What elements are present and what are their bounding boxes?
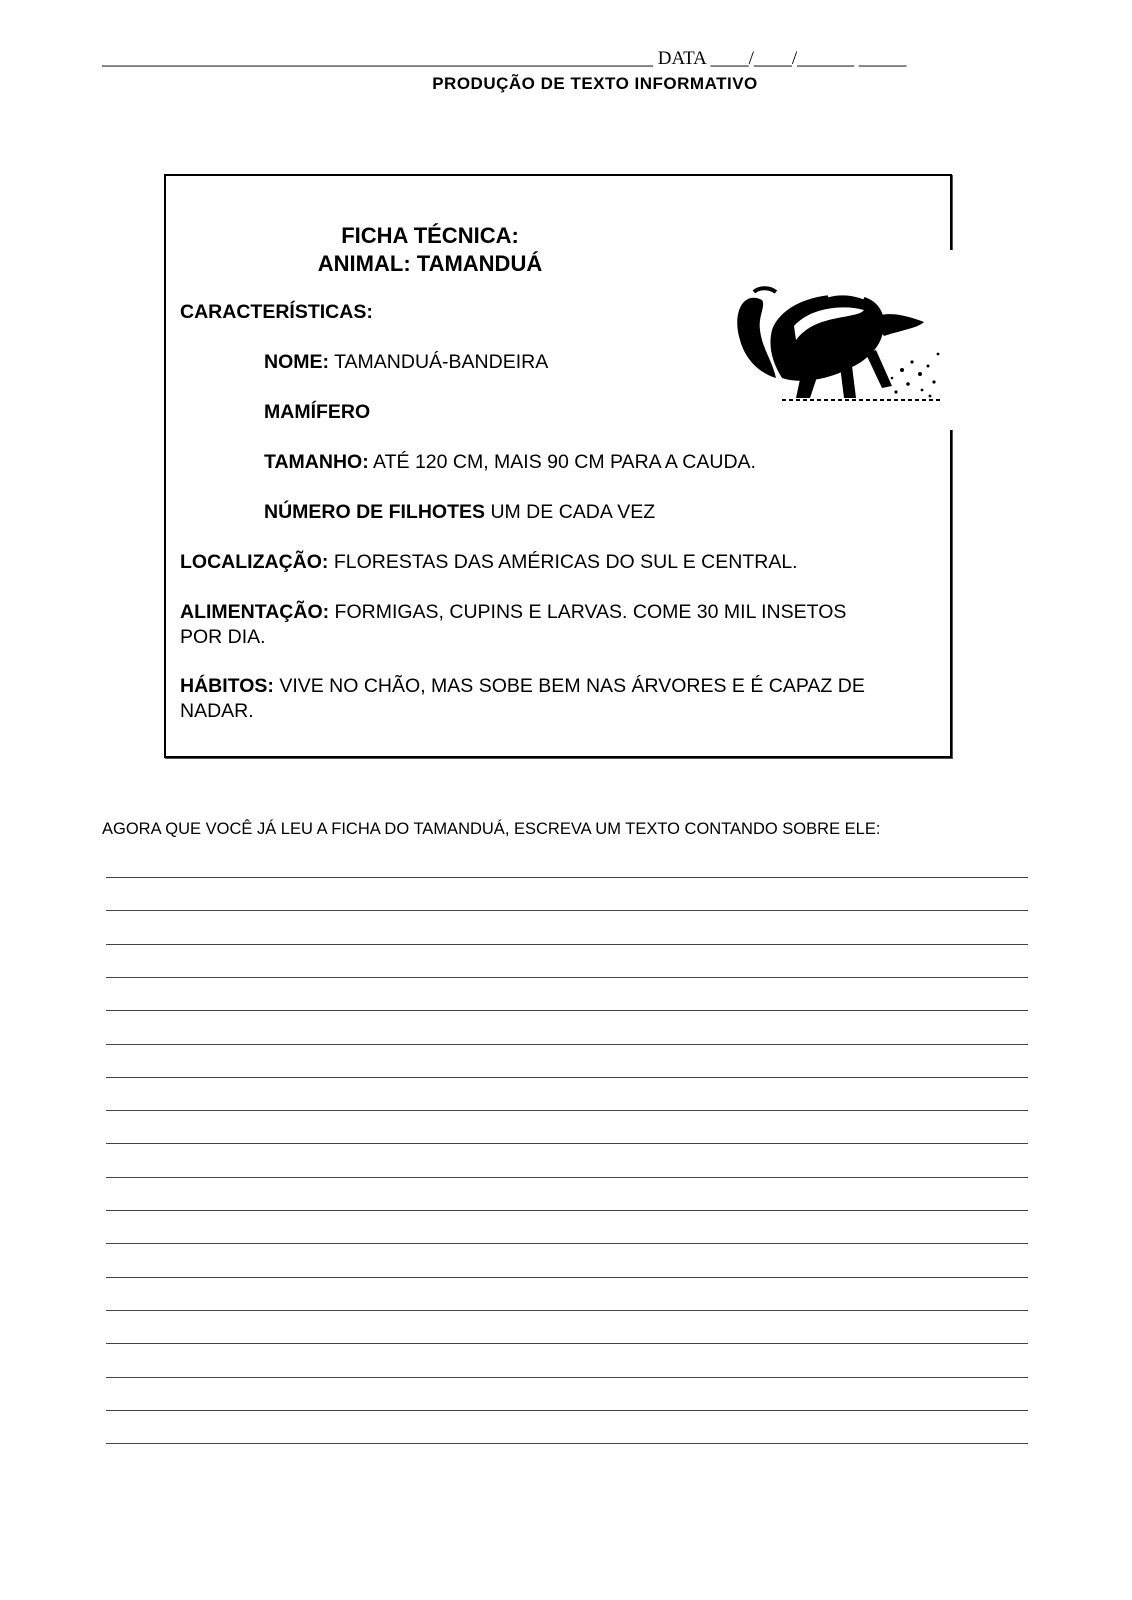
habitos-label: HÁBITOS: xyxy=(180,675,274,697)
card-title-line1: FICHA TÉCNICA: xyxy=(341,223,519,248)
writing-line[interactable] xyxy=(106,1077,1028,1078)
habitos-value-line1: VIVE NO CHÃO, MAS SOBE BEM NAS ÁRVORES E É CAPAZ DE xyxy=(279,675,865,697)
localizacao-label: LOCALIZAÇÃO: xyxy=(180,551,329,573)
writing-line[interactable] xyxy=(106,1243,1028,1244)
page-title: PRODUÇÃO DE TEXTO INFORMATIVO xyxy=(432,74,758,93)
anteater-illustration-icon xyxy=(732,270,950,410)
nome-value: TAMANDUÁ-BANDEIRA xyxy=(334,351,549,373)
writing-line[interactable] xyxy=(106,944,1028,945)
card-title xyxy=(290,222,570,278)
tamanho-row xyxy=(264,450,756,475)
nome-row xyxy=(264,350,548,375)
writing-line[interactable] xyxy=(106,977,1028,978)
tamanho-value: ATÉ 120 CM, MAIS 90 CM PARA A CAUDA. xyxy=(373,451,756,473)
writing-line[interactable] xyxy=(106,1177,1028,1178)
writing-line[interactable] xyxy=(106,1443,1028,1444)
name-blank[interactable]: __________________________________________________________ xyxy=(102,48,653,69)
alimentacao-label: ALIMENTAÇÃO: xyxy=(180,601,330,623)
card-title-line2: ANIMAL: TAMANDUÁ xyxy=(317,251,543,276)
caracteristicas-label: CARACTERÍSTICAS: xyxy=(180,301,373,323)
instruction-text: AGORA QUE VOCÊ JÁ LEU A FICHA DO TAMANDUÁ, ESCREVA UM TEXTO CONTANDO SOBRE ELE: xyxy=(102,820,881,838)
alimentacao-row xyxy=(180,600,846,650)
writing-line[interactable] xyxy=(106,1310,1028,1311)
habitos-row xyxy=(180,674,865,724)
localizacao-value: FLORESTAS DAS AMÉRICAS DO SUL E CENTRAL. xyxy=(333,551,798,573)
habitos-value-line2: NADAR. xyxy=(180,700,254,722)
writing-line[interactable] xyxy=(106,1410,1028,1411)
writing-line[interactable] xyxy=(106,877,1028,878)
writing-line[interactable] xyxy=(106,1343,1028,1344)
alimentacao-value-line1: FORMIGAS, CUPINS E LARVAS. COME 30 MIL INSETOS xyxy=(334,601,847,623)
writing-line[interactable] xyxy=(106,1210,1028,1211)
writing-line[interactable] xyxy=(106,1143,1028,1144)
mamifero-label: MAMÍFERO xyxy=(264,401,371,423)
header-name-date-line xyxy=(102,48,906,70)
writing-line[interactable] xyxy=(106,1277,1028,1278)
filhotes-value: UM DE CADA VEZ xyxy=(490,501,656,523)
filhotes-row xyxy=(264,500,655,525)
nome-label: NOME: xyxy=(264,351,329,373)
writing-line[interactable] xyxy=(106,1044,1028,1045)
localizacao-row xyxy=(180,550,798,575)
writing-line[interactable] xyxy=(106,1010,1028,1011)
writing-line[interactable] xyxy=(106,1110,1028,1111)
alimentacao-value-line2: POR DIA. xyxy=(180,626,266,648)
filhotes-label: NÚMERO DE FILHOTES xyxy=(264,501,486,523)
writing-line[interactable] xyxy=(106,1377,1028,1378)
tamanho-label: TAMANHO: xyxy=(264,451,369,473)
date-blanks[interactable]: ____/____/______ _____ xyxy=(710,48,907,69)
date-label: DATA xyxy=(657,48,706,69)
writing-line[interactable] xyxy=(106,910,1028,911)
